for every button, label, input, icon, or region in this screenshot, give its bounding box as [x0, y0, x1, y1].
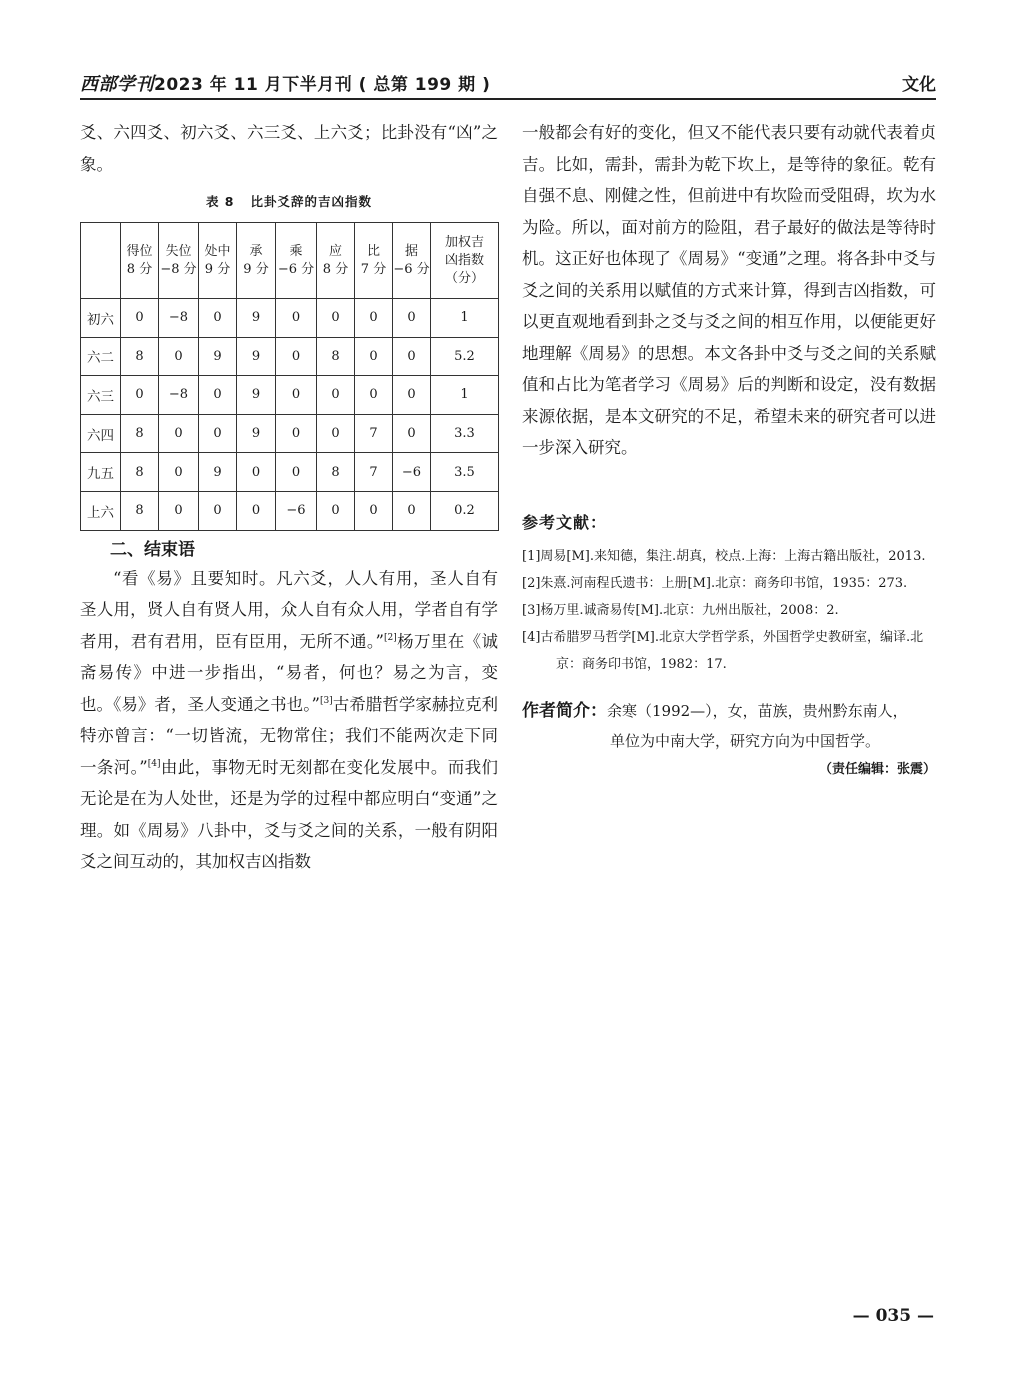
responsible-editor: （责任编辑：张震）: [818, 761, 936, 777]
table-cell: 0: [355, 376, 393, 415]
table-cell: 8: [121, 414, 159, 453]
row-label-cell: 初六: [81, 299, 121, 338]
header-cell: 失位 −8 分: [159, 223, 199, 299]
page-number: — 035 —: [852, 1306, 934, 1326]
reference-item: [2]朱熹.河南程氏遗书：上册[M].北京：商务印书馆，1935：273.: [522, 575, 908, 591]
table-cell: 8: [121, 453, 159, 492]
table-cell: 0: [276, 299, 317, 338]
journal-title: [80, 70, 490, 96]
journal-logo: 西部学刊: [80, 74, 154, 95]
table-cell: 0: [121, 376, 159, 415]
table-cell: 0: [237, 491, 276, 530]
table-cell: 9: [237, 299, 276, 338]
table-row: [81, 414, 499, 453]
table-cell: 0: [237, 453, 276, 492]
table-cell: 7: [355, 453, 393, 492]
table-cell: −8: [159, 376, 199, 415]
table-cell: −8: [159, 299, 199, 338]
table-cell: 0: [276, 414, 317, 453]
references-title: 参考文献：: [522, 512, 608, 532]
left-column: [80, 117, 498, 878]
author-bio-line2: 单位为中南大学，研究方向为中国哲学。: [610, 731, 881, 750]
table-cell: 0: [199, 376, 237, 415]
section-label: 文化: [902, 75, 936, 95]
table-cell: 9: [237, 376, 276, 415]
row-label-cell: 六四: [81, 414, 121, 453]
table-title: 比卦爻辞的吉凶指数: [250, 194, 373, 209]
conclusion-text-b: 杨万里在《诚斋易传》中进一步指出，“易者，何也？易之为言，变也。《易》者，圣人变通之书也。”: [80, 631, 499, 714]
score-table: [80, 222, 499, 531]
author-bio: [522, 696, 936, 756]
table-cell: 0: [393, 376, 431, 415]
conclusion-paragraph: [80, 563, 498, 878]
table-cell: 0: [199, 414, 237, 453]
row-label-cell: 六三: [81, 376, 121, 415]
table-cell: 8: [317, 453, 355, 492]
row-label-cell: 九五: [81, 453, 121, 492]
table-cell: 1: [431, 299, 499, 338]
table-cell: 0: [317, 414, 355, 453]
citation-4: [4]: [147, 758, 161, 769]
table-cell: 0: [276, 376, 317, 415]
table-cell: −6: [276, 491, 317, 530]
table-row: [81, 491, 499, 530]
table-cell: 8: [121, 337, 159, 376]
author-bio-label: 作者简介：: [522, 700, 607, 721]
table-cell: 0: [276, 337, 317, 376]
conclusion-text-c: 古希腊哲学家赫拉克利特亦曾言：“一切皆流，无物常住；我们不能两次走下同一条河。”: [80, 694, 499, 777]
table-cell: 8: [121, 491, 159, 530]
citation-2: [2]: [383, 632, 397, 643]
table-cell: 8: [317, 337, 355, 376]
table-cell: 0: [317, 491, 355, 530]
table-cell: 0: [393, 337, 431, 376]
row-label-cell: 上六: [81, 491, 121, 530]
table-row: [81, 337, 499, 376]
table-cell: 0: [159, 414, 199, 453]
table-cell: 0.2: [431, 491, 499, 530]
reference-item: [3]杨万里.诚斋易传[M].北京：九州出版社，2008：2.: [522, 602, 839, 618]
table-cell: 0: [355, 337, 393, 376]
table-cell: 0: [121, 299, 159, 338]
table-cell: 0: [159, 337, 199, 376]
header-cell: 应 8 分: [317, 223, 355, 299]
header-cell: 乘 −6 分: [276, 223, 317, 299]
table-cell: 0: [276, 453, 317, 492]
table-cell: 9: [237, 414, 276, 453]
table-cell: 0: [199, 491, 237, 530]
header-cell: 据 −6 分: [393, 223, 431, 299]
table-cell: 0: [355, 491, 393, 530]
table-cell: 3.5: [431, 453, 499, 492]
table-cell: 5.2: [431, 337, 499, 376]
table-cell: 0: [393, 414, 431, 453]
section-heading: 二、结束语: [110, 539, 195, 560]
table-cell: 0: [159, 491, 199, 530]
conclusion-text-d: 由此，事物无时无刻都在变化发展中。而我们无论是在为人处世，还是为学的过程中都应明白“变通”之理。如《周易》八卦中，爻与爻之间的关系，一般有阴阳爻之间互动的，其加权吉凶指数: [80, 757, 499, 872]
header-cell: 得位 8 分: [121, 223, 159, 299]
citation-3: [3]: [319, 695, 333, 706]
table-row: [81, 299, 499, 338]
header-cell: 加权吉 凶指数 （分）: [431, 223, 499, 299]
table-cell: 0: [199, 299, 237, 338]
author-bio-line1: 余寒（1992—），女，苗族，贵州黔东南人，: [607, 701, 908, 720]
table-number: 表 8: [205, 194, 235, 209]
left-paragraph-top: 爻、六四爻、初六爻、六三爻、上六爻；比卦没有“凶”之象。: [80, 123, 498, 174]
table-cell: 0: [159, 453, 199, 492]
right-paragraph: 一般都会有好的变化，但又不能代表只要有动就代表着贞吉。比如，需卦，需卦为乾下坎上，是等待的象征。乾有自强不息、刚健之性，但前进中有坎险而受阻碍，坎为水为险。所以，面对前方的险阻，君子最好的做法是等待时机。这正好也体现了《周易》“变通”之理。将各卦中爻与爻之间的关系用以赋值的方式来计算，得到吉凶指数，可以更直观地看到卦之爻与爻之间的相互作用，以便能更好地理解《周易》的思想。本文各卦中爻与爻之间的关系赋值和占比为笔者学习《周易》后的判断和设定，没有数据来源依据，是本文研究的不足，希望未来的研究者可以进一步深入研究。: [522, 123, 936, 457]
table-cell: 0: [393, 299, 431, 338]
journal-issue: 2023 年 11 月下半月刊 ( 总第 199 期 ): [154, 75, 491, 95]
right-column: [522, 117, 936, 777]
table-cell: 0: [317, 376, 355, 415]
table-cell: 0: [393, 491, 431, 530]
table-cell: 1: [431, 376, 499, 415]
header-cell: [81, 223, 121, 299]
table-cell: 3.3: [431, 414, 499, 453]
table-cell: −6: [393, 453, 431, 492]
table-cell: 0: [317, 299, 355, 338]
table-body: [81, 299, 499, 531]
conclusion-text-a: “看《易》且要知时。凡六爻，人人有用，圣人自有圣人用，贤人自有贤人用，众人自有众人用，学者自有学者用，君有君用，臣有臣用，无所不通。”: [80, 568, 498, 651]
table-cell: 7: [355, 414, 393, 453]
header-cell: 比 7 分: [355, 223, 393, 299]
table-cell: 9: [199, 337, 237, 376]
table-cell: 0: [355, 299, 393, 338]
table-row: [81, 453, 499, 492]
table-cell: 9: [199, 453, 237, 492]
table-row: [81, 376, 499, 415]
row-label-cell: 六二: [81, 337, 121, 376]
table-header-row: [81, 223, 499, 299]
header-cell: 承 9 分: [237, 223, 276, 299]
table-caption: [80, 192, 498, 210]
reference-item: [1]周易[M].来知德，集注.胡真，校点.上海：上海古籍出版社，2013.: [522, 548, 926, 564]
table-cell: 9: [237, 337, 276, 376]
page-header: [80, 68, 936, 100]
reference-item: [4]古希腊罗马哲学[M].北京大学哲学系，外国哲学史教研室，编译.北京：商务印书馆，1982：17.: [522, 629, 924, 672]
header-cell: 处中 9 分: [199, 223, 237, 299]
